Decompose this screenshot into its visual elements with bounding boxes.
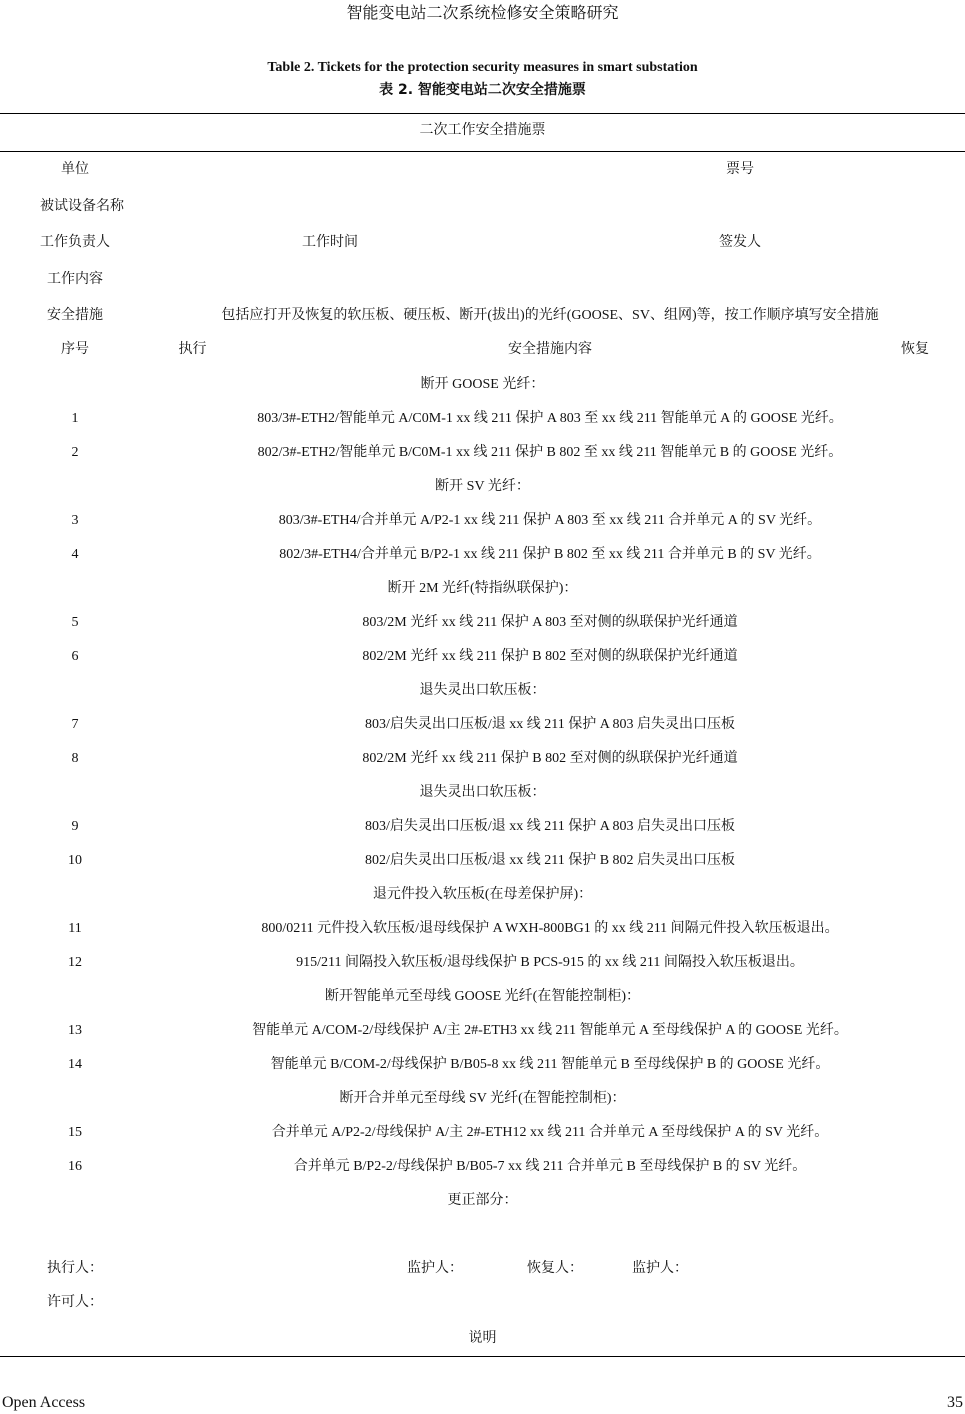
row-measure-text: 802/启失灵出口压板/退 xx 线 211 保护 B 802 启失灵出口压板: [364, 853, 736, 868]
row-measure-text: 803/2M 光纤 xx 线 211 保护 A 803 至对侧的纵联保护光纤通道: [362, 615, 738, 630]
row-measure-text: 915/211 间隔投入软压板/退母线保护 B PCS-915 的 xx 线 211 间隔投入软压板退出。: [296, 955, 804, 970]
row-seq: 9: [71, 819, 79, 834]
table-caption-en: Table 2. Tickets for the protection security measures in smart substation: [267, 60, 698, 75]
row-seq: 1: [71, 411, 79, 426]
row-seq: 13: [68, 1023, 82, 1038]
row-section-heading: 断开智能单元至母线 GOOSE 光纤(在智能控制柜)：: [325, 989, 640, 1004]
row-seq: 5: [71, 615, 79, 630]
content-header: 安全措施内容: [508, 342, 592, 357]
row-measure-text: 合并单元 A/P2-2/母线保护 A/主 2#-ETH12 xx 线 211 合并单元 A 至母线保护 A 的 SV 光纤。: [271, 1125, 829, 1140]
row-seq: 8: [71, 751, 79, 766]
row-section-heading: 退元件投入软压板(在母差保护屏)：: [372, 887, 593, 902]
table-header-rule: [0, 151, 965, 152]
row-measure-text: 803/3#-ETH4/合并单元 A/P2-1 xx 线 211 保护 A 803 至 xx 线 211 合并单元 A 的 SV 光纤。: [278, 513, 822, 528]
running-header: 智能变电站二次系统检修安全策略研究: [346, 5, 619, 22]
row-seq: 14: [68, 1057, 82, 1072]
restore-header: 恢复: [901, 342, 929, 357]
row-measure-text: 合并单元 B/P2-2/母线保护 B/B05-7 xx 线 211 合并单元 B 至母线保护 B 的 SV 光纤。: [293, 1159, 807, 1174]
supervisor2-label: 监护人：: [632, 1261, 688, 1276]
page-number: 35: [947, 1394, 963, 1411]
row-measure-text: 智能单元 B/COM-2/母线保护 B/B05-8 xx 线 211 智能单元 B 至母线保护 B 的 GOOSE 光纤。: [270, 1057, 830, 1072]
restorer-label: 恢复人：: [527, 1261, 583, 1276]
row-measure-text: 802/3#-ETH4/合并单元 B/P2-1 xx 线 211 保护 B 802 至 xx 线 211 合并单元 B 的 SV 光纤。: [279, 547, 821, 562]
device-label: 被试设备名称: [40, 199, 124, 214]
content-label: 工作内容: [47, 272, 103, 287]
row-seq: 12: [68, 955, 82, 970]
footer-journal: Open Access: [2, 1394, 86, 1411]
unit-label: 单位: [61, 162, 89, 177]
permit-label: 许可人：: [47, 1295, 103, 1310]
row-seq: 7: [71, 717, 79, 732]
row-measure-text: 802/3#-ETH2/智能单元 B/C0M-1 xx 线 211 保护 B 802 至 xx 线 211 智能单元 B 的 GOOSE 光纤。: [257, 445, 843, 460]
table-top-rule: [0, 113, 965, 114]
measures-note: 包括应打开及恢复的软压板、硬压板、断开(拔出)的光纤(GOOSE、SV、组网)等，按工作顺序填写安全措施: [221, 308, 879, 323]
row-measure-text: 803/启失灵出口压板/退 xx 线 211 保护 A 803 启失灵出口压板: [364, 717, 736, 732]
row-section-heading: 断开 2M 光纤(特指纵联保护)：: [387, 581, 578, 596]
row-measure-text: 智能单元 A/COM-2/母线保护 A/主 2#-ETH3 xx 线 211 智能单元 A 至母线保护 A 的 GOOSE 光纤。: [252, 1023, 848, 1038]
leader-label: 工作负责人: [40, 235, 110, 250]
row-seq: 11: [68, 921, 82, 936]
row-section-heading: 断开 SV 光纤：: [435, 479, 530, 494]
measures-label: 安全措施: [47, 308, 103, 323]
table-bottom-rule: [0, 1356, 965, 1357]
executor-label: 执行人：: [47, 1261, 103, 1276]
table-caption-zh: 表 2. 智能变电站二次安全措施票: [379, 82, 586, 98]
row-measure-text: 802/2M 光纤 xx 线 211 保护 B 802 至对侧的纵联保护光纤通道: [362, 751, 738, 766]
row-seq: 3: [71, 513, 79, 528]
row-section-heading: 退失灵出口软压板：: [419, 785, 546, 800]
time-label: 工作时间: [302, 235, 358, 250]
row-measure-text: 800/0211 元件投入软压板/退母线保护 A WXH-800BG1 的 xx 线 211 间隔元件投入软压板退出。: [261, 921, 839, 936]
table-title: 二次工作安全措施票: [419, 123, 546, 138]
row-measure-text: 802/2M 光纤 xx 线 211 保护 B 802 至对侧的纵联保护光纤通道: [362, 649, 738, 664]
row-seq: 2: [71, 445, 79, 460]
ticket-no-label: 票号: [726, 162, 754, 177]
supervisor-label: 监护人：: [407, 1261, 463, 1276]
row-section-heading: 断开 GOOSE 光纤：: [420, 377, 545, 392]
row-measure-text: 803/启失灵出口压板/退 xx 线 211 保护 A 803 启失灵出口压板: [364, 819, 736, 834]
note-label: 说明: [468, 1331, 497, 1346]
row-section-heading: 更正部分：: [447, 1193, 518, 1208]
row-seq: 4: [71, 547, 79, 562]
row-section-heading: 退失灵出口软压板：: [419, 683, 546, 698]
row-seq: 6: [71, 649, 79, 664]
row-seq: 15: [68, 1125, 82, 1140]
exec-header: 执行: [178, 342, 207, 357]
issuer-label: 签发人: [719, 235, 761, 250]
row-seq: 10: [68, 853, 82, 868]
row-section-heading: 断开合并单元至母线 SV 光纤(在智能控制柜)：: [339, 1091, 626, 1106]
seq-header: 序号: [61, 342, 89, 357]
row-measure-text: 803/3#-ETH2/智能单元 A/C0M-1 xx 线 211 保护 A 803 至 xx 线 211 智能单元 A 的 GOOSE 光纤。: [257, 411, 843, 426]
row-seq: 16: [68, 1159, 82, 1174]
